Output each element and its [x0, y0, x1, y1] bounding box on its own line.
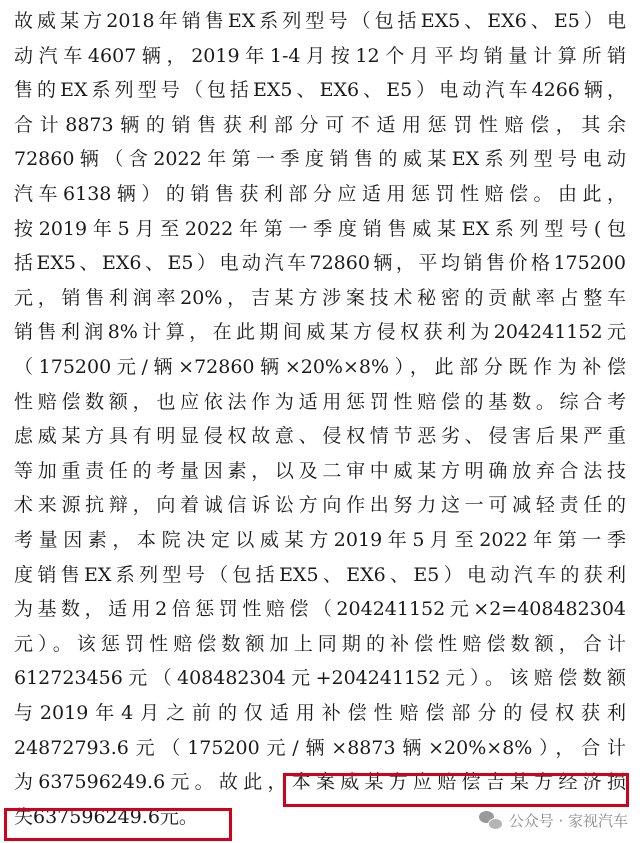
text-line: 72860辆（含2022年第一季度销售的威某EX系列型号电动: [14, 148, 626, 171]
text-line: 括EX5、EX6、E5）电动汽车72860辆，平均销售价格175200: [14, 252, 626, 275]
text-line: 性赔偿数额，也应依法作为适用惩罚性赔偿的基数。综合考: [14, 390, 626, 413]
text-line: 为基数，适用2倍惩罚性赔偿（204241152元×2=408482304: [14, 598, 626, 621]
text-line: 故威某方2018年销售EX系列型号（包括EX5、EX6、E5）电: [14, 10, 626, 32]
text-line: （175200元/辆×72860辆×20%×8%），此部分既作为补偿: [14, 356, 626, 378]
watermark: [479, 807, 628, 833]
text-line: 汽车6138辆）的销售获利部分应适用惩罚性赔偿。由此，: [14, 183, 626, 205]
text-line: 失637596249.6元。: [14, 805, 198, 828]
text-line: 合计8873辆的销售获利部分可不适用惩罚性赔偿，其余: [14, 113, 626, 136]
wechat-icon: [479, 810, 503, 830]
text-line: 元，销售利润率20%，吉某方涉案技术秘密的贡献率占整车: [14, 286, 626, 309]
text-line: 虑威某方具有明显侵权故意、侵权情节恶劣、侵害后果严重: [14, 425, 626, 448]
text-line: 元）。该惩罚性赔偿数额加上同期的补偿性赔偿数额，合计: [14, 632, 626, 655]
text-line: 术来源抗辩，向着诚信诉讼方向作出努力这一可减轻责任的: [14, 494, 626, 517]
text-line: 24872793.6元（175200元/辆×8873辆×20%×8%），合计: [14, 736, 626, 759]
text-line: 售的EX系列型号（包括EX5、EX6、E5）电动汽车4266辆，: [14, 79, 626, 102]
text-line: 销售利润8%计算，在此期间威某方侵权获利为204241152元: [14, 321, 626, 344]
text-line: 按2019年5月至2022年第一季度销售威某EX系列型号(包: [14, 217, 626, 240]
text-line: 与2019年4月之前的仅适用补偿性赔偿部分的侵权获利: [14, 702, 626, 724]
text-line: 考量因素，本院决定以威某方2019年5月至2022年第一季: [14, 529, 626, 551]
text-line: 612723456元（408482304元+204241152元）。该赔偿数额: [14, 667, 626, 690]
text-line: 度销售EX系列型号（包括EX5、EX6、E5）电动汽车的获利: [14, 563, 626, 586]
watermark-text: 公众号 · 家视汽车: [508, 811, 628, 830]
text-line: 为637596249.6元。故此，本案威某方应赔偿吉某方经济损: [14, 771, 626, 794]
text-line: 等加重责任的考量因素，以及二审中威某方明确放弃合法技: [14, 459, 626, 482]
text-line: 动汽车4607辆，2019年1-4月按12个月平均销量计算所销: [14, 44, 626, 67]
